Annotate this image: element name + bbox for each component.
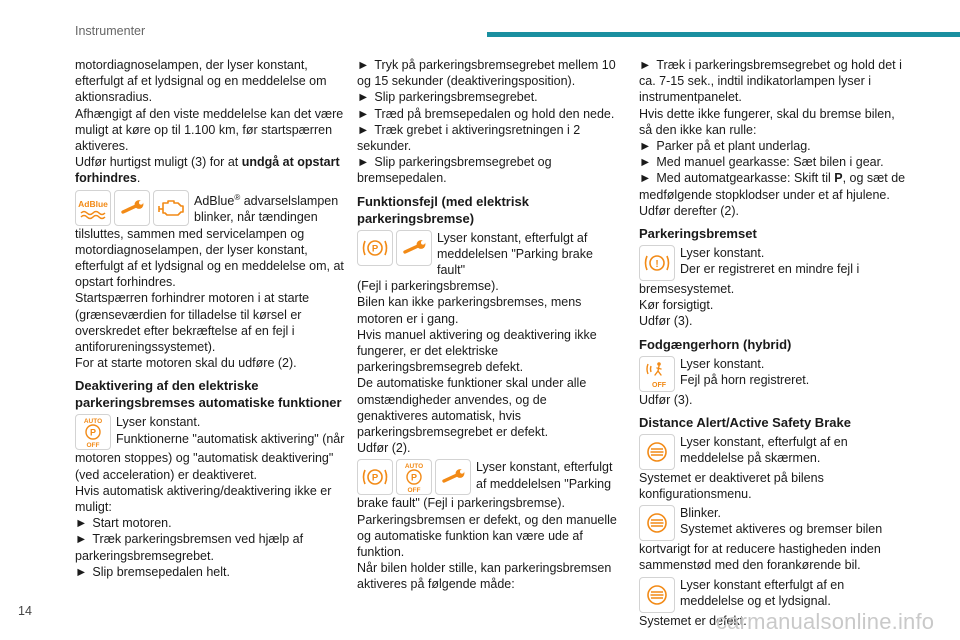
bullet-arrow-icon: ►: [357, 122, 370, 137]
paragraph: Udfør derefter (2).: [639, 203, 740, 218]
bullet-arrow-icon: ►: [357, 155, 370, 170]
column-3: [639, 57, 909, 629]
paragraph: Udfør (3).: [639, 314, 693, 329]
svg-text:AUTO: AUTO: [83, 418, 103, 426]
distance-alert-icon: [639, 577, 675, 613]
bullet-item: ► Med manuel gearkasse: Sæt bilen i gear.: [639, 155, 884, 170]
distance-alert-row-2: Blinker. Systemet aktiveres og bremser bilen: [639, 505, 909, 541]
section-heading: Fodgængerhorn (hybrid): [639, 336, 792, 352]
bullet-item: ► Træk grebet i aktiveringsretningen i 2 sekunder.: [357, 122, 581, 154]
brake-warning-icon: [639, 245, 675, 281]
auto-off-row: AUTO P OFF Lyser konstant. Funktionerne "automatisk aktivering" (når: [75, 414, 347, 450]
service-wrench-icon: [396, 230, 432, 266]
bullet-arrow-icon: ►: [357, 58, 370, 72]
bullet-arrow-icon: ►: [75, 532, 88, 547]
svg-text:!: !: [385, 243, 388, 254]
svg-text:P: P: [371, 243, 379, 255]
page-number: 14: [18, 604, 32, 618]
engine-diagnosis-icon: [153, 190, 189, 226]
bullet-arrow-icon: ►: [357, 90, 370, 105]
bullet-arrow-icon: ►: [75, 516, 88, 531]
auto-parking-off-icon: [396, 459, 432, 495]
bullet-item: ► Tryk på parkeringsbremsegrebet mellem 10 og 15 sekunder (deaktiveringsposition).: [357, 58, 616, 89]
parking-brake-defect-row: P ! AUTO P OFF Lyser konstant, efterfulgt af meddelelsen "Parking: [357, 459, 619, 495]
header-title: Instrumenter: [75, 24, 146, 38]
section-heading: Funktionsfejl (med elektrisk parkeringsbremse): [357, 193, 529, 226]
svg-text:P: P: [371, 472, 379, 484]
adblue-description: AdBlue® advarselslampen blinker, når tændingen: [194, 192, 339, 224]
distance-alert-row-3: Lyser konstant efterfulgt af en meddelelse og et lydsignal.: [639, 577, 909, 613]
bullet-item: ► Slip parkeringsbremsegrebet og bremsepedalen.: [357, 155, 552, 186]
paragraph: motoren stoppes) og "automatisk deaktivering" (ved acceleration) er deaktiveret.: [75, 451, 334, 482]
paragraph: Startspærren forhindrer motoren i at starte (grænseværdien for tilladelse til kørsel er overskredet efter bekræftelse af en fejl i antiforureningssystemet).: [75, 291, 310, 355]
paragraph: Udfør (3).: [639, 392, 693, 407]
svg-text:AdBlue: AdBlue: [78, 198, 108, 209]
parking-brake-fault-row: P ! Lyser konstant, efterfulgt af meddelelsen "Parking brake fault": [357, 230, 619, 279]
distance-alert-row-1: Lyser konstant, efterfulgt af en meddelelse på skærmen.: [639, 434, 909, 470]
pedestrian-horn-off-icon: [639, 356, 675, 392]
paragraph: (Fejl i parkeringsbremse).: [357, 279, 499, 294]
bullet-arrow-icon: ►: [639, 58, 652, 72]
column-2: [357, 57, 619, 593]
parking-brake-fault-icon: [357, 230, 393, 266]
adblue-warning-row: [75, 190, 347, 226]
paragraph: Udfør (2).: [357, 441, 411, 456]
section-heading: Deaktivering af den elektriske parkeringsbremses automatiske funktioner: [75, 378, 342, 411]
bullet-arrow-icon: ►: [75, 564, 88, 579]
bullet-arrow-icon: ►: [639, 171, 652, 186]
paragraph: Systemet er defekt.: [639, 613, 747, 628]
section-heading: Parkeringsbremset: [639, 226, 757, 242]
header-accent-bar: [487, 32, 960, 37]
paragraph: Systemet er deaktiveret på bilens konfigurationsmenu.: [639, 470, 824, 502]
distance-alert-icon: [639, 505, 675, 541]
svg-text:AUTO: AUTO: [404, 463, 424, 471]
bullet-arrow-icon: ►: [357, 106, 370, 121]
paragraph: Parkeringsbremsen er defekt, og den manuelle og automatiske funktion kan være ude af funktion.: [357, 512, 617, 560]
bullet-item: ► Parker på et plant underlag.: [639, 139, 811, 154]
svg-text:OFF: OFF: [407, 487, 421, 494]
paragraph: Hvis automatisk aktivering/deaktivering ikke er muligt:: [75, 483, 332, 515]
adblue-warning-icon: [75, 190, 111, 226]
paragraph: Hvis dette ikke fungerer, skal du bremse bilen, så den ikke kan rulle:: [639, 106, 895, 137]
bullet-item: ► Med automatgearkasse: Skift til P, og sæt de medfølgende stopklodser under et af hjulene.: [639, 171, 906, 202]
svg-text:!: !: [655, 259, 659, 271]
section-heading: Distance Alert/Active Safety Brake: [639, 414, 851, 430]
brake-warning-row: ! Lyser konstant. Der er registreret en mindre fejl i: [639, 245, 909, 281]
column-1: [75, 57, 347, 580]
bullet-item: ► Slip parkeringsbremsegrebet.: [357, 90, 538, 105]
svg-text:OFF: OFF: [652, 381, 666, 389]
paragraph: kortvarigt for at reducere hastigheden inden sammenstød med den forankørende bil.: [639, 542, 881, 573]
watermark: carmanualsonline.info: [716, 609, 935, 634]
bullet-arrow-icon: ►: [639, 139, 652, 154]
service-wrench-icon: [435, 459, 471, 495]
auto-parking-off-icon: [75, 414, 111, 450]
svg-text:P: P: [89, 427, 97, 438]
paragraph: Kør forsigtigt.: [639, 298, 714, 313]
paragraph: tilsluttes, sammen med servicelampen og motordiagnoselampen, der lyser konstant, efterfulgt af et lydsignal og en meddelelse om, at opstart forhindres.: [75, 226, 344, 290]
paragraph: Når bilen holder stille, kan parkeringsbremsen aktiveres på følgende måde:: [357, 561, 612, 592]
bullet-item: ► Træk parkeringsbremsen ved hjælp af parkeringsbremsegrebet.: [75, 532, 304, 563]
svg-text:!: !: [385, 472, 388, 483]
bullet-item: ► Træk i parkeringsbremsegrebet og hold det i ca. 7-15 sek., indtil indikatorlampen lyser i instrumentpanelet.: [639, 58, 902, 105]
bullet-item: ► Slip bremsepedalen helt.: [75, 564, 230, 579]
paragraph: bremsesystemet.: [639, 282, 735, 297]
svg-text:OFF: OFF: [86, 442, 100, 449]
paragraph: motordiagnoselampen, der lyser konstant, efterfulgt af et lydsignal og en meddelelse om aktionsradius.: [75, 58, 327, 105]
bullet-arrow-icon: ►: [639, 155, 652, 170]
service-wrench-icon: [114, 190, 150, 226]
paragraph: brake fault" (Fejl i parkeringsbremse).: [357, 496, 565, 511]
paragraph: Bilen kan ikke parkeringsbremses, mens motoren er i gang.: [357, 295, 582, 326]
distance-alert-icon: [639, 434, 675, 470]
bullet-item: ► Træd på bremsepedalen og hold den nede.: [357, 106, 615, 121]
paragraph: Afhængigt af den viste meddelelse kan det være muligt at køre op til 1.100 km, før startspærren aktiveres.: [75, 106, 344, 154]
paragraph: Udfør hurtigst muligt (3) for at undgå at opstart forhindres.: [75, 155, 340, 186]
svg-text:P: P: [410, 472, 418, 483]
pedestrian-horn-row: OFF Lyser konstant. Fejl på horn registreret.: [639, 356, 909, 392]
bullet-item: ► Start motoren.: [75, 516, 172, 531]
paragraph: For at starte motoren skal du udføre (2).: [75, 356, 297, 371]
parking-brake-fault-icon: [357, 459, 393, 495]
paragraph: Hvis manuel aktivering og deaktivering ikke fungerer, er det elektriske parkeringsbremsegreb defekt.: [357, 327, 597, 375]
paragraph: De automatiske funktioner skal under alle omstændigheder anvendes, og de genaktiveres automatisk, hvis parkeringsbremsegrebet er defekt.: [357, 376, 587, 440]
